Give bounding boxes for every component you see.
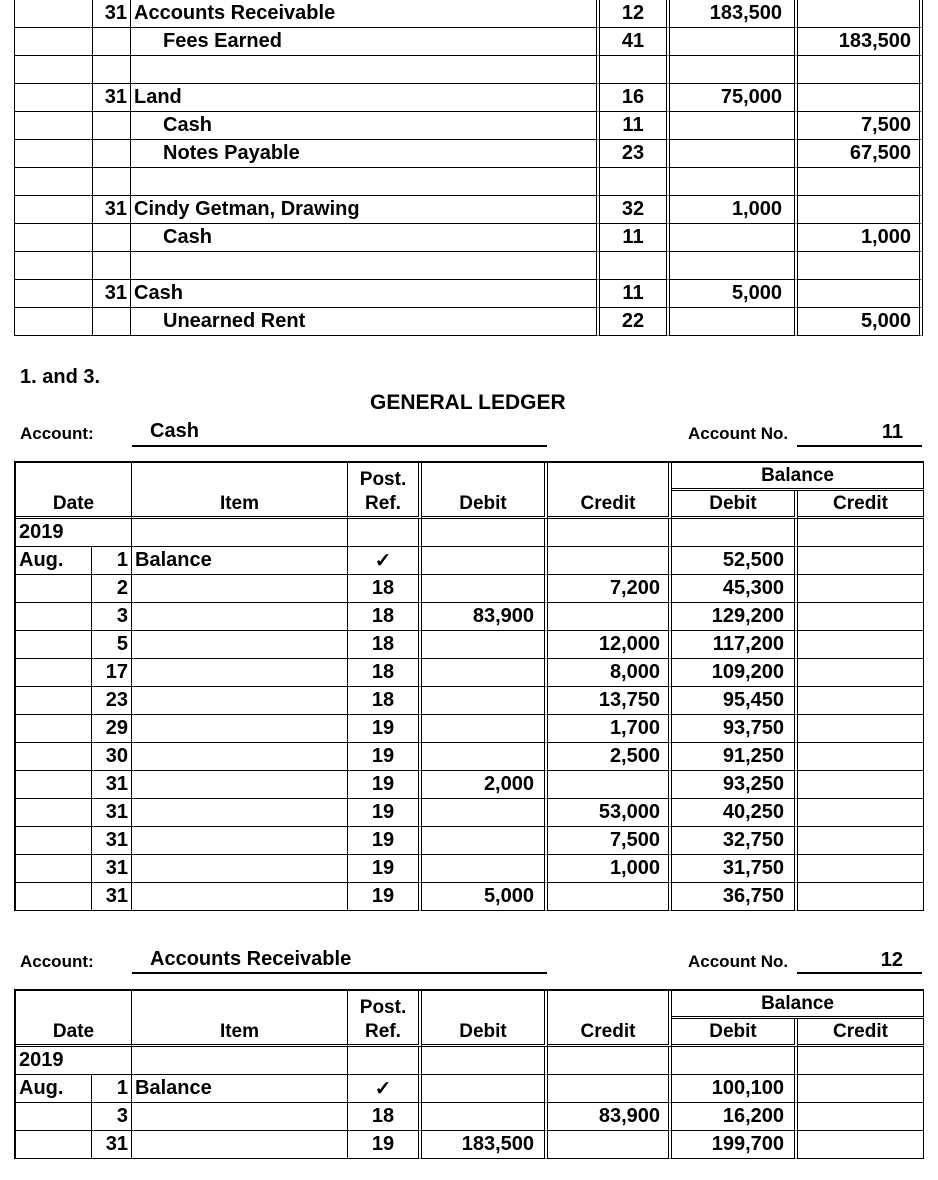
ref-cell: 19 — [348, 827, 422, 855]
ref-cell: 19 — [348, 855, 422, 883]
journal-month-cell — [15, 56, 93, 84]
item-cell — [132, 1131, 348, 1159]
account-label: Account: — [20, 424, 94, 443]
debit-cell — [422, 1047, 548, 1075]
journal-debit: 75,000 — [670, 84, 798, 112]
journal-month-cell — [15, 84, 93, 112]
bal-debit-cell: 91,250 — [672, 743, 798, 771]
journal-description: Fees Earned — [131, 28, 600, 56]
section-label: 1. and 3. — [20, 366, 101, 388]
ledger-row — [16, 883, 924, 911]
bal-debit-cell: 32,750 — [672, 827, 798, 855]
bal-credit-cell — [798, 603, 924, 631]
ref-cell — [348, 519, 422, 547]
month-cell — [16, 603, 92, 631]
ref-cell: ✓ — [348, 1075, 422, 1103]
bal-debit-cell: 36,750 — [672, 883, 798, 911]
journal-row — [15, 28, 923, 56]
bal-credit-cell — [798, 547, 924, 575]
credit-header: Credit — [548, 491, 672, 519]
date-header-top — [16, 463, 132, 491]
journal-credit: 7,500 — [798, 112, 923, 140]
journal-row — [15, 252, 923, 280]
ledger-row — [16, 1131, 924, 1159]
debit-cell — [422, 687, 548, 715]
debit-cell — [422, 827, 548, 855]
balance-credit-header: Credit — [798, 491, 924, 519]
credit-cell — [548, 1131, 672, 1159]
journal-credit — [798, 168, 923, 196]
ledger-row — [16, 659, 924, 687]
month-cell — [16, 883, 92, 911]
journal-post-ref: 32 — [600, 196, 670, 224]
credit-cell — [548, 1047, 672, 1075]
ref-cell: ✓ — [348, 547, 422, 575]
bal-debit-cell: 199,700 — [672, 1131, 798, 1159]
credit-cell: 13,750 — [548, 687, 672, 715]
ledger-year-row — [16, 1047, 924, 1075]
bal-credit-cell — [798, 1103, 924, 1131]
bal-credit-cell — [798, 687, 924, 715]
journal-description — [131, 56, 600, 84]
journal-row — [15, 0, 923, 28]
journal-month-cell — [15, 0, 93, 28]
journal-debit — [670, 252, 798, 280]
credit-cell — [548, 771, 672, 799]
ledger-row — [16, 715, 924, 743]
journal-row — [15, 112, 923, 140]
bal-debit-cell: 100,100 — [672, 1075, 798, 1103]
ledger-header-row-2 — [16, 1019, 924, 1047]
credit-cell: 7,200 — [548, 575, 672, 603]
ledger-row — [16, 827, 924, 855]
day-cell: 2 — [92, 575, 132, 603]
ref-header: Ref. — [348, 1019, 422, 1047]
journal-month-cell — [15, 280, 93, 308]
account-number-underline — [797, 972, 922, 974]
debit-cell: 5,000 — [422, 883, 548, 911]
bal-credit-cell — [798, 799, 924, 827]
bal-debit-cell: 129,200 — [672, 603, 798, 631]
ref-cell: 19 — [348, 715, 422, 743]
journal-post-ref: 11 — [600, 224, 670, 252]
date-header-top — [16, 991, 132, 1019]
bal-debit-cell: 31,750 — [672, 855, 798, 883]
journal-credit — [798, 280, 923, 308]
debit-header-top — [422, 463, 548, 491]
item-header-top — [132, 463, 348, 491]
ledger-header-row-1 — [16, 991, 924, 1019]
month-cell — [16, 715, 92, 743]
ref-header: Ref. — [348, 491, 422, 519]
bal-debit-cell — [672, 519, 798, 547]
journal-day — [93, 168, 131, 196]
journal-debit: 5,000 — [670, 280, 798, 308]
journal-debit: 183,500 — [670, 0, 798, 28]
bal-credit-cell — [798, 855, 924, 883]
bal-credit-cell — [798, 659, 924, 687]
ledger-body — [16, 463, 924, 911]
account-no-label: Account No. — [688, 952, 789, 971]
bal-debit-cell: 45,300 — [672, 575, 798, 603]
item-cell — [132, 855, 348, 883]
journal-day: 31 — [93, 196, 131, 224]
journal-description: Land — [131, 84, 600, 112]
month-cell — [16, 1131, 92, 1159]
journal-body — [15, 0, 923, 336]
ledger-row — [16, 603, 924, 631]
day-cell: 17 — [92, 659, 132, 687]
month-cell — [16, 575, 92, 603]
credit-cell — [548, 603, 672, 631]
year-cell: 2019 — [16, 519, 132, 547]
credit-cell: 1,700 — [548, 715, 672, 743]
journal-description: Cash — [131, 224, 600, 252]
ledger-header-row-2 — [16, 491, 924, 519]
month-cell — [16, 1103, 92, 1131]
ledger-row — [16, 631, 924, 659]
journal-description: Cash — [131, 112, 600, 140]
journal-row — [15, 168, 923, 196]
credit-cell: 53,000 — [548, 799, 672, 827]
ledger-row — [16, 799, 924, 827]
item-cell: Balance — [132, 547, 348, 575]
credit-cell: 83,900 — [548, 1103, 672, 1131]
journal-day — [93, 56, 131, 84]
journal-description: Notes Payable — [131, 140, 600, 168]
bal-debit-cell: 109,200 — [672, 659, 798, 687]
journal-month-cell — [15, 28, 93, 56]
month-cell: Aug. — [16, 547, 92, 575]
month-cell — [16, 631, 92, 659]
bal-credit-cell — [798, 771, 924, 799]
journal-row — [15, 308, 923, 336]
item-cell — [132, 603, 348, 631]
ref-cell: 19 — [348, 799, 422, 827]
journal-month-cell — [15, 112, 93, 140]
debit-cell — [422, 1075, 548, 1103]
journal-credit — [798, 252, 923, 280]
item-cell — [132, 771, 348, 799]
post-header: Post. — [348, 463, 422, 491]
credit-cell: 1,000 — [548, 855, 672, 883]
bal-credit-cell — [798, 575, 924, 603]
bal-credit-cell — [798, 631, 924, 659]
journal-description — [131, 252, 600, 280]
account-number-underline — [797, 445, 922, 447]
journal-table — [14, 0, 923, 336]
month-cell — [16, 687, 92, 715]
item-header-top — [132, 991, 348, 1019]
ref-cell: 19 — [348, 883, 422, 911]
account-label: Account: — [20, 952, 94, 971]
debit-cell — [422, 743, 548, 771]
item-cell — [132, 1103, 348, 1131]
credit-cell: 2,500 — [548, 743, 672, 771]
ref-cell: 18 — [348, 603, 422, 631]
ledger-header-row-1 — [16, 463, 924, 491]
item-cell — [132, 631, 348, 659]
debit-cell: 2,000 — [422, 771, 548, 799]
debit-cell — [422, 547, 548, 575]
debit-header: Debit — [422, 1019, 548, 1047]
journal-day — [93, 308, 131, 336]
credit-cell: 7,500 — [548, 827, 672, 855]
debit-cell: 83,900 — [422, 603, 548, 631]
day-cell: 1 — [92, 547, 132, 575]
journal-debit — [670, 112, 798, 140]
journal-credit: 5,000 — [798, 308, 923, 336]
journal-debit — [670, 224, 798, 252]
journal-post-ref: 41 — [600, 28, 670, 56]
journal-month-cell — [15, 140, 93, 168]
journal-debit — [670, 28, 798, 56]
item-cell — [132, 659, 348, 687]
credit-cell — [548, 1075, 672, 1103]
bal-credit-cell — [798, 1075, 924, 1103]
ledger-row — [16, 771, 924, 799]
credit-header: Credit — [548, 1019, 672, 1047]
ledger-row — [16, 575, 924, 603]
credit-header-top — [548, 991, 672, 1019]
day-cell: 3 — [92, 1103, 132, 1131]
journal-debit — [670, 140, 798, 168]
journal-month-cell — [15, 252, 93, 280]
day-cell: 31 — [92, 1131, 132, 1159]
journal-credit: 67,500 — [798, 140, 923, 168]
journal-row — [15, 84, 923, 112]
day-cell: 31 — [92, 799, 132, 827]
balance-header: Balance — [672, 991, 924, 1019]
bal-credit-cell — [798, 715, 924, 743]
journal-debit — [670, 168, 798, 196]
day-cell: 31 — [92, 771, 132, 799]
month-cell — [16, 855, 92, 883]
journal-credit — [798, 84, 923, 112]
credit-header-top — [548, 463, 672, 491]
bal-debit-cell: 16,200 — [672, 1103, 798, 1131]
debit-cell — [422, 1103, 548, 1131]
ref-cell: 18 — [348, 575, 422, 603]
account-name: Accounts Receivable — [150, 948, 352, 970]
journal-debit — [670, 56, 798, 84]
balance-credit-header: Credit — [798, 1019, 924, 1047]
ledger-row — [16, 547, 924, 575]
ref-cell: 18 — [348, 659, 422, 687]
month-cell — [16, 799, 92, 827]
journal-description: Unearned Rent — [131, 308, 600, 336]
bal-debit-cell: 117,200 — [672, 631, 798, 659]
debit-cell — [422, 715, 548, 743]
date-header: Date — [16, 1019, 132, 1047]
item-cell — [132, 519, 348, 547]
bal-debit-cell: 95,450 — [672, 687, 798, 715]
year-cell: 2019 — [16, 1047, 132, 1075]
journal-day: 31 — [93, 84, 131, 112]
ref-cell: 18 — [348, 687, 422, 715]
journal-day — [93, 140, 131, 168]
bal-debit-cell — [672, 1047, 798, 1075]
account-no-label: Account No. — [688, 424, 789, 443]
journal-day: 31 — [93, 280, 131, 308]
account-number: 11 — [881, 421, 903, 443]
balance-debit-header: Debit — [672, 491, 798, 519]
bal-credit-cell — [798, 519, 924, 547]
item-cell — [132, 715, 348, 743]
journal-post-ref: 11 — [600, 112, 670, 140]
day-cell: 23 — [92, 687, 132, 715]
ledger-title: GENERAL LEDGER — [370, 391, 566, 414]
journal-row — [15, 140, 923, 168]
item-cell — [132, 1047, 348, 1075]
month-cell — [16, 659, 92, 687]
item-cell: Balance — [132, 1075, 348, 1103]
journal-post-ref: 12 — [600, 0, 670, 28]
journal-post-ref — [600, 168, 670, 196]
credit-cell: 8,000 — [548, 659, 672, 687]
day-cell: 29 — [92, 715, 132, 743]
item-cell — [132, 799, 348, 827]
journal-day — [93, 28, 131, 56]
journal-post-ref: 16 — [600, 84, 670, 112]
journal-credit: 183,500 — [798, 28, 923, 56]
journal-post-ref — [600, 56, 670, 84]
journal-month-cell — [15, 196, 93, 224]
bal-credit-cell — [798, 1131, 924, 1159]
debit-cell — [422, 631, 548, 659]
day-cell: 31 — [92, 855, 132, 883]
debit-cell — [422, 659, 548, 687]
journal-post-ref — [600, 252, 670, 280]
ledger-row — [16, 1075, 924, 1103]
account-number: 12 — [880, 949, 903, 971]
journal-description: Cindy Getman, Drawing — [131, 196, 600, 224]
item-cell — [132, 575, 348, 603]
bal-credit-cell — [798, 743, 924, 771]
item-cell — [132, 827, 348, 855]
journal-description: Accounts Receivable — [131, 0, 600, 28]
month-cell: Aug. — [16, 1075, 92, 1103]
ledger-table-cash — [14, 461, 924, 911]
item-cell — [132, 687, 348, 715]
journal-day — [93, 112, 131, 140]
day-cell: 1 — [92, 1075, 132, 1103]
ref-cell: 19 — [348, 771, 422, 799]
debit-header-top — [422, 991, 548, 1019]
ref-cell: 19 — [348, 1131, 422, 1159]
journal-description — [131, 168, 600, 196]
item-cell — [132, 743, 348, 771]
bal-credit-cell — [798, 1047, 924, 1075]
journal-post-ref: 23 — [600, 140, 670, 168]
bal-debit-cell: 93,250 — [672, 771, 798, 799]
credit-cell — [548, 883, 672, 911]
day-cell: 3 — [92, 603, 132, 631]
journal-credit — [798, 0, 923, 28]
journal-day — [93, 252, 131, 280]
date-header: Date — [16, 491, 132, 519]
month-cell — [16, 827, 92, 855]
ref-cell — [348, 1047, 422, 1075]
bal-debit-cell: 40,250 — [672, 799, 798, 827]
account-name-underline — [132, 972, 547, 974]
debit-cell — [422, 519, 548, 547]
bal-credit-cell — [798, 883, 924, 911]
debit-cell — [422, 855, 548, 883]
post-header: Post. — [348, 991, 422, 1019]
day-cell: 5 — [92, 631, 132, 659]
journal-month-cell — [15, 224, 93, 252]
journal-row — [15, 56, 923, 84]
journal-row — [15, 196, 923, 224]
item-header: Item — [132, 491, 348, 519]
debit-cell — [422, 799, 548, 827]
journal-row — [15, 224, 923, 252]
journal-month-cell — [15, 168, 93, 196]
journal-credit — [798, 196, 923, 224]
credit-cell: 12,000 — [548, 631, 672, 659]
journal-credit — [798, 56, 923, 84]
day-cell: 31 — [92, 883, 132, 911]
journal-day: 31 — [93, 0, 131, 28]
journal-debit: 1,000 — [670, 196, 798, 224]
ledger-row — [16, 1103, 924, 1131]
credit-cell — [548, 547, 672, 575]
account-name-underline — [132, 445, 547, 447]
account-name: Cash — [150, 420, 199, 442]
ledger-year-row — [16, 519, 924, 547]
journal-month-cell — [15, 308, 93, 336]
item-header: Item — [132, 1019, 348, 1047]
bal-debit-cell: 52,500 — [672, 547, 798, 575]
journal-debit — [670, 308, 798, 336]
item-cell — [132, 883, 348, 911]
ledger-body — [16, 991, 924, 1159]
bal-debit-cell: 93,750 — [672, 715, 798, 743]
balance-debit-header: Debit — [672, 1019, 798, 1047]
journal-post-ref: 22 — [600, 308, 670, 336]
debit-cell — [422, 575, 548, 603]
ledger-row — [16, 743, 924, 771]
journal-day — [93, 224, 131, 252]
ledger-row — [16, 687, 924, 715]
ref-cell: 18 — [348, 631, 422, 659]
bal-credit-cell — [798, 827, 924, 855]
debit-header: Debit — [422, 491, 548, 519]
journal-post-ref: 11 — [600, 280, 670, 308]
balance-header: Balance — [672, 463, 924, 491]
journal-description: Cash — [131, 280, 600, 308]
ref-cell: 19 — [348, 743, 422, 771]
credit-cell — [548, 519, 672, 547]
day-cell: 31 — [92, 827, 132, 855]
ledger-row — [16, 855, 924, 883]
ledger-table-accounts-receivable — [14, 989, 924, 1159]
journal-credit: 1,000 — [798, 224, 923, 252]
debit-cell: 183,500 — [422, 1131, 548, 1159]
day-cell: 30 — [92, 743, 132, 771]
journal-row — [15, 280, 923, 308]
month-cell — [16, 771, 92, 799]
month-cell — [16, 743, 92, 771]
ref-cell: 18 — [348, 1103, 422, 1131]
